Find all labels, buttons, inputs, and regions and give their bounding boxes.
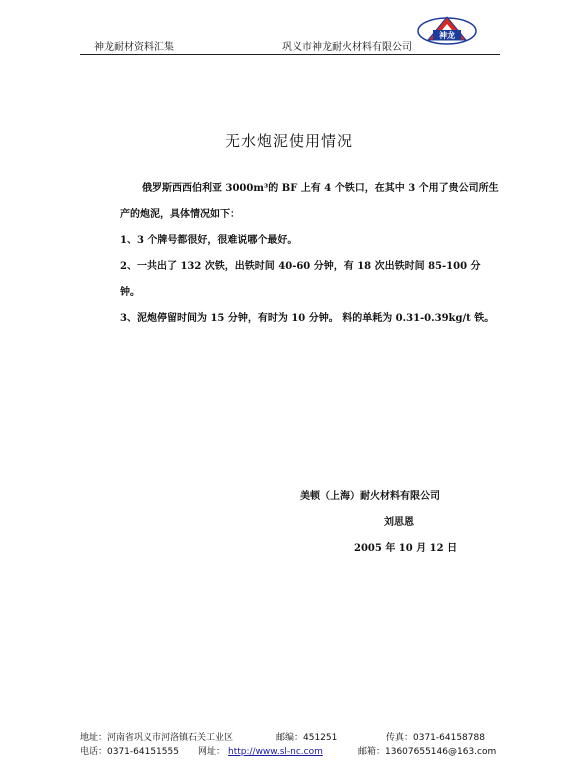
signature-company: 美顿（上海）耐火材料有限公司 [300, 491, 440, 502]
footer-row-2 [80, 745, 520, 759]
footer-fax: 传真：0371-64158788 [386, 733, 485, 743]
header-divider [80, 54, 500, 55]
list-item-2: 2、一共出了 132 次铁，出铁时间 40-60 分钟，有 18 次出铁时间 85-100 分钟。 [120, 261, 481, 298]
footer-website-label: 网址： [198, 747, 226, 757]
company-logo [416, 14, 478, 46]
footer [80, 731, 520, 759]
header-left-text: 神龙耐材资料汇集 [94, 42, 174, 53]
intro-paragraph: 俄罗斯西西伯利亚 3000m³的 BF 上有 4 个铁口，在其中 3 个用了贵公司所生产的炮泥，具体情况如下： [120, 183, 499, 220]
document-body [120, 176, 500, 332]
signature-date: 2005 年 10 月 12 日 [354, 543, 458, 554]
footer-row-1 [80, 731, 520, 745]
footer-phone: 电话：0371-64151555 [80, 747, 179, 757]
footer-website-link[interactable]: http://www.sl-nc.com [228, 747, 323, 757]
list-item-1: 1、3 个牌号都很好，很难说哪个最好。 [120, 235, 298, 246]
list-item-3: 3、泥炮停留时间为 15 分钟，有时为 10 分钟。 料的单耗为 0.31-0.39kg/t 铁。 [120, 313, 495, 324]
footer-email: 邮箱：13607655146@163.com [358, 747, 497, 757]
signature-name: 刘思恩 [384, 517, 414, 528]
footer-postcode: 邮编：451251 [276, 733, 338, 743]
logo-text: 神龙 [439, 31, 455, 40]
page-title: 无水炮泥使用情况 [224, 132, 353, 150]
header-company-name: 巩义市神龙耐火材料有限公司 [282, 42, 412, 53]
footer-address: 地址：河南省巩义市河洛镇石关工业区 [80, 733, 234, 743]
